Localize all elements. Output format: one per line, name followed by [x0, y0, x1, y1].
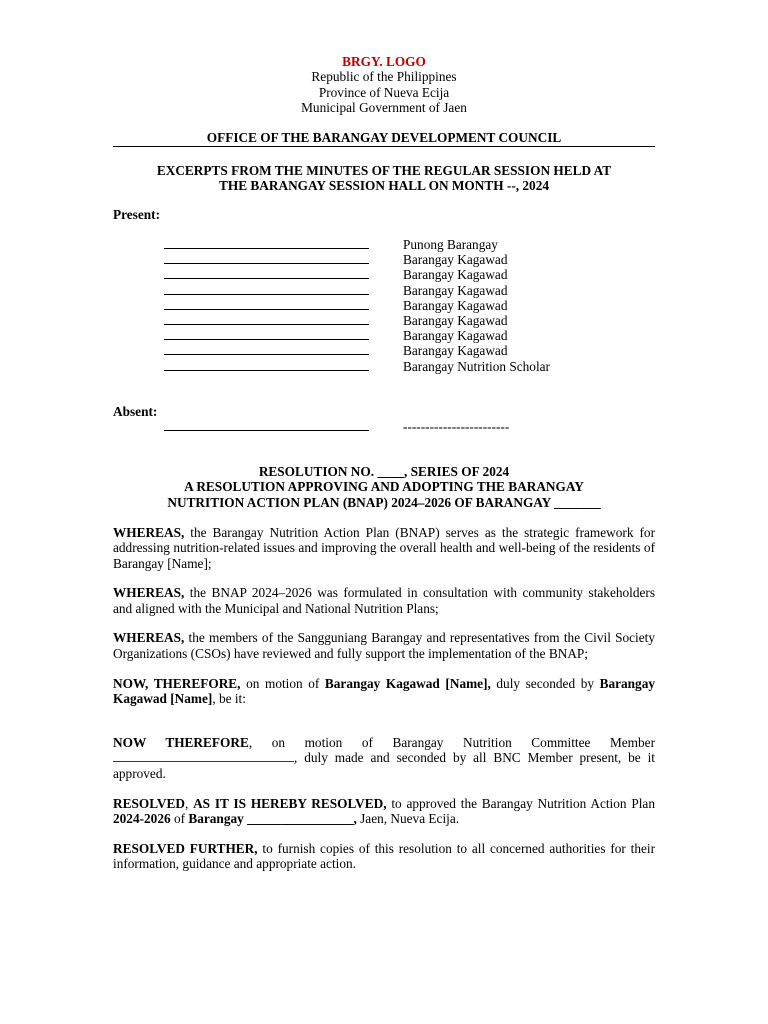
attendee-row: [164, 283, 664, 298]
resolution-number: RESOLUTION NO. ____, SERIES OF 2024: [258, 464, 510, 479]
name-blank-line: [164, 309, 369, 310]
attendee-row: [164, 313, 664, 328]
now-therefore-paragraph-1: [113, 676, 655, 707]
resolved-lead: RESOLVED: [113, 795, 185, 811]
whereas-paragraph-3: [113, 630, 655, 661]
paragraph-text: to furnish copies of this resolution to all concerned authorities for their information, guidance and appropriate action.: [113, 840, 655, 871]
name-blank-line: [164, 430, 369, 431]
name-blank-line: [164, 278, 369, 279]
paragraph-text: ,: [184, 795, 194, 811]
barangay-logo-placeholder: BRGY. LOGO: [342, 54, 426, 69]
paragraph-text: , on motion of Barangay Nutrition Committee Member: [248, 735, 656, 751]
plan-years: 2024-2026: [113, 810, 171, 826]
seconder-name: Barangay Kagawad [Name]: [113, 675, 655, 706]
attendee-role: Barangay Kagawad: [403, 328, 508, 344]
present-attendee-list: [164, 237, 664, 374]
attendee-row: [164, 298, 664, 313]
paragraph-text: the BNAP 2024–2026 was formulated in consultation with community stakeholders and aligned with the Municipal and National Nutrition Plans;: [113, 585, 655, 616]
paragraph-text: duly seconded by: [490, 675, 600, 691]
paragraph-text: Jaen, Nueva Ecija.: [356, 810, 460, 826]
attendee-role: Barangay Kagawad: [403, 343, 508, 359]
present-label: Present:: [113, 207, 161, 222]
absent-row: [164, 419, 664, 435]
name-blank-line: [164, 263, 369, 264]
whereas-lead: WHEREAS,: [113, 630, 185, 646]
paragraph-text: on motion of: [240, 675, 325, 691]
paragraph-text: , be it:: [212, 690, 246, 706]
resolution-title-line-3: NUTRITION ACTION PLAN (BNAP) 2024–2026 OF BARANGAY _______: [167, 494, 601, 510]
whereas-lead: WHEREAS,: [113, 585, 185, 601]
resolved-lead-2: AS IT IS HEREBY RESOLVED,: [193, 795, 387, 811]
resolution-body: [113, 525, 655, 886]
resolved-paragraph: [113, 796, 655, 827]
name-blank-line: [164, 248, 369, 249]
header-republic: Republic of the Philippines: [311, 69, 457, 85]
attendee-row: [164, 237, 664, 252]
resolution-title-line-2: A RESOLUTION APPROVING AND ADOPTING THE BARANGAY: [184, 479, 584, 495]
attendee-row: [164, 267, 664, 282]
resolution-title: [113, 464, 655, 510]
barangay-name-blank: Barangay ________________: [188, 810, 354, 826]
attendee-row: [164, 343, 664, 358]
office-title: OFFICE OF THE BARANGAY DEVELOPMENT COUNCIL: [113, 130, 655, 147]
member-name-blank-line: [113, 750, 294, 762]
now-therefore-lead: NOW, THEREFORE,: [113, 675, 241, 691]
paragraph-text: the members of the Sangguniang Barangay and representatives from the Civil Society Organizations (CSOs) have reviewed and fully support the implementation of the BNAP;: [113, 630, 655, 661]
name-blank-line: [164, 370, 369, 371]
name-blank-line: [164, 339, 369, 340]
header-municipality: Municipal Government of Jaen: [301, 99, 467, 115]
excerpts-line-2: THE BARANGAY SESSION HALL ON MONTH --, 2024: [218, 178, 549, 194]
document-header: [0, 54, 768, 115]
excerpts-heading: [113, 163, 655, 194]
attendee-role: Barangay Kagawad: [403, 282, 508, 298]
resolved-further-paragraph: [113, 841, 655, 872]
whereas-lead: WHEREAS,: [113, 525, 185, 540]
header-province: Province of Nueva Ecija: [318, 84, 450, 100]
comma: ,: [353, 810, 357, 826]
whereas-paragraph-2: [113, 585, 655, 616]
attendee-row: [164, 359, 664, 374]
now-therefore-lead: NOW THEREFORE: [113, 735, 249, 751]
resolved-further-lead: RESOLVED FURTHER,: [113, 840, 258, 856]
attendee-role: Barangay Kagawad: [403, 267, 508, 283]
attendee-role: Barangay Kagawad: [403, 297, 508, 313]
now-therefore-paragraph-2: [113, 735, 655, 781]
absent-label: Absent:: [113, 404, 158, 419]
paragraph-text: the Barangay Nutrition Action Plan (BNAP) serves as the strategic framework for addressing nutrition-related issues and improving the overall health and well-being of the residents of Barangay [Name];: [113, 525, 655, 571]
name-blank-line: [164, 354, 369, 355]
absent-role: ------------------------: [403, 419, 510, 434]
name-blank-line: [164, 294, 369, 295]
paragraph-text: , duly made and seconded by all BNC Member present, be it approved.: [113, 750, 655, 781]
attendee-role: Barangay Nutrition Scholar: [403, 358, 550, 374]
attendee-role: Barangay Kagawad: [403, 252, 508, 268]
attendee-row: [164, 252, 664, 267]
paragraph-text: to approved the Barangay Nutrition Action Plan: [386, 795, 655, 811]
whereas-paragraph-1: [113, 525, 655, 571]
attendee-role: Barangay Kagawad: [403, 312, 508, 328]
name-blank-line: [164, 324, 369, 325]
paragraph-text: of: [170, 810, 189, 826]
attendee-row: [164, 328, 664, 343]
excerpts-line-1: EXCERPTS FROM THE MINUTES OF THE REGULAR SESSION HELD AT: [156, 163, 612, 178]
attendee-role: Punong Barangay: [403, 237, 498, 252]
mover-name: Barangay Kagawad [Name],: [324, 675, 491, 691]
